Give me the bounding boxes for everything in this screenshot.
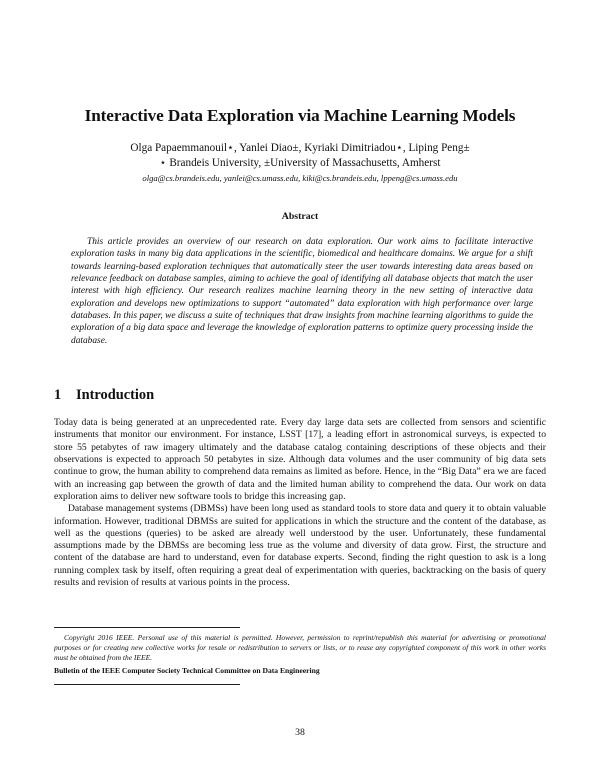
footnote-divider [54, 627, 240, 628]
bulletin-name: Bulletin of the IEEE Computer Society Technical Committee on Data Engineering [54, 666, 320, 675]
abstract-text: This article provides an overview of our research on data exploration. Our work aims to facilitate interactive exploration tasks in many big data applications in the scientific, biomedical and healthcare domains. We argue for a shift towards learning-based exploration techniques that automatically steer the user towards interesting data areas based on relevance feedback on database samples, aiming to achieve the goal of identifying all database objects that match the user interest with high efficiency. Our research realizes machine learning theory in the new setting of interactive data exploration and develops new optimizations to support “automated” data exploration with high performance over large databases. In this paper, we discuss a suite of techniques that draw insights from machine learning algorithms to guide the exploration of a big data space and leverage the knowledge of exploration patterns to optimize query processing inside the database. [71, 237, 533, 346]
body-paragraph: Database management systems (DBMSs) have been long used as standard tools to store data and query it to obtain valuable information. However, traditional DBMSs are suited for applications in which the structure and the content of the database, as well as the questions (queries) to be asked are already well understood by the user. Unfortunately, these fundamental assumptions made by the DBMSs are becoming less true as the volume and diversity of data grow. First, the structure and content of the database are hard to understand, even for database experts. Second, finding the right question to ask is a long running complex task by itself, often requiring a great deal of experimentation with queries, backtracking on the basis of query results and revision of results at various points in the process. [54, 503, 546, 589]
paper-title: Interactive Data Exploration via Machine Learning Models [84, 106, 516, 125]
section-number: 1 [54, 387, 62, 403]
author-emails: olga@cs.brandeis.edu, yanlei@cs.umass.edu, kiki@cs.brandeis.edu, lppeng@cs.umass.edu [142, 173, 458, 183]
page-number: 38 [295, 727, 305, 738]
bulletin-divider [54, 684, 240, 685]
section-heading [54, 387, 154, 404]
abstract-heading: Abstract [281, 211, 319, 222]
section-body [54, 417, 546, 589]
author-affiliations: ⋆ Brandeis University, ±University of Massachusetts, Amherst [159, 157, 441, 169]
body-paragraph: Today data is being generated at an unprecedented rate. Every day large data sets are collected from sensors and scientific instruments that monitor our environment. For instance, LSST [17], a leading effort in astronomical surveys, is expected to store 55 petabytes of raw imagery ultimately and the database catalog containing descriptions of these objects and their observations is expected to approach 50 petabytes in size. Although data volumes and the user community of big data sets continue to grow, the human ability to comprehend data remains as limited as before. Hence, in the “Big Data” era we are faced with an increasing gap between the growth of data and the limited human ability to comprehend the data. Our work on data exploration aims to deliver new software tools to bridge this increasing gap. [54, 417, 546, 502]
copyright-notice: Copyright 2016 IEEE. Personal use of this material is permitted. However, permission to reprint/republish this material for advertising or promotional purposes or for creating new collective works for resale or redistribution to servers or lists, or to reuse any copyrighted component of this work in other works must be obtained from the IEEE. [54, 633, 546, 663]
author-list: Olga Papaemmanouil⋆, Yanlei Diao±, Kyriaki Dimitriadou⋆, Liping Peng± [130, 142, 470, 154]
section-title: Introduction [76, 387, 155, 403]
